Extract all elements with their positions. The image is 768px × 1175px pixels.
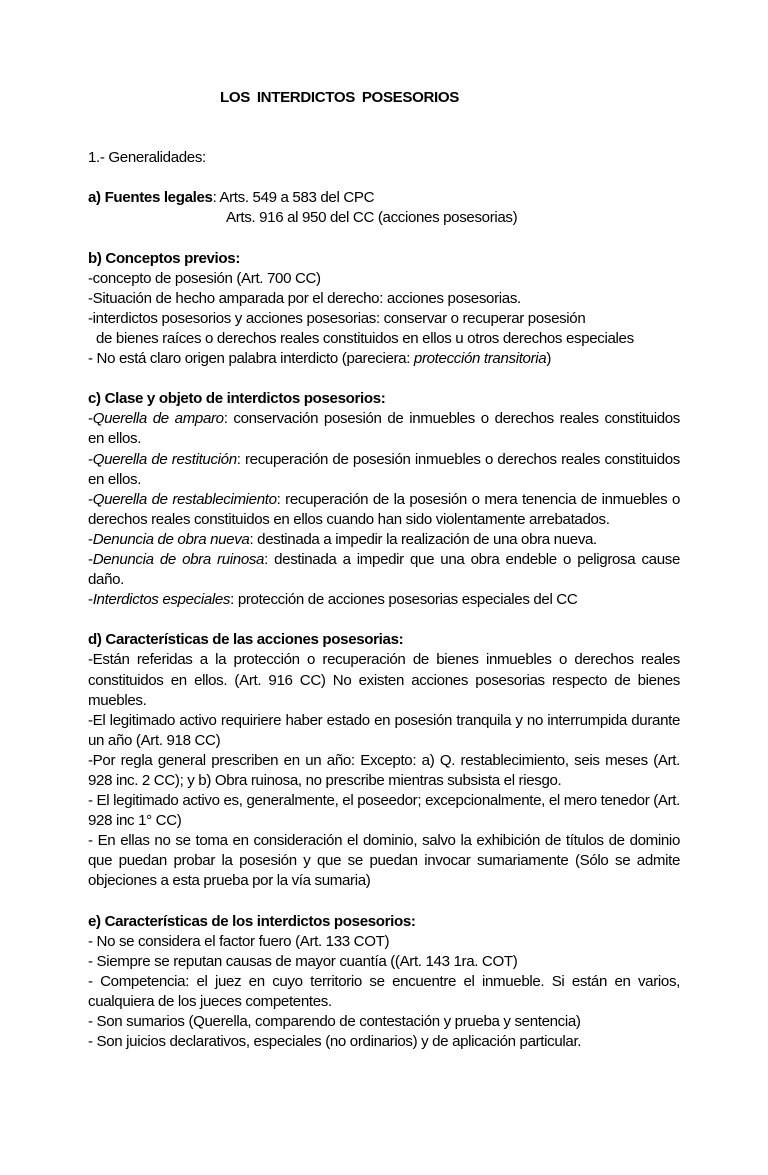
conceptos-previos-heading: b) Conceptos previos: [88, 249, 240, 267]
interdictos-item: - Son sumarios (Querella, comparendo de contestación y prueba y sentencia) [88, 1013, 581, 1031]
clase-item-text: : recuperación de posesión inmuebles o derechos reales constituidos en ellos. [88, 450, 680, 488]
clase-item-term: Interdictos especiales [92, 591, 231, 609]
clase-item [88, 590, 680, 610]
document-title: LOS INTERDICTOS POSESORIOS [220, 89, 459, 106]
clase-item-text: : destinada a impedir la realización de una obra nueva. [249, 530, 597, 548]
item-dash: - [88, 410, 93, 428]
clase-item-text: : protección de acciones posesorias especiales del CC [230, 591, 578, 609]
clase-item [88, 450, 680, 490]
item-dash: - [88, 550, 93, 568]
acciones-item: -Por regla general prescriben en un año: Excepto: a) Q. restablecimiento, seis meses (Art. 928 inc. 2 CC); y b) Obra ruinosa, no prescribe mientras subsista el riesgo. [88, 751, 680, 789]
clase-item [88, 409, 680, 449]
clase-item-term: Denuncia de obra ruinosa [92, 550, 265, 568]
clase-item-term: Querella de amparo [92, 410, 224, 428]
conceptos-last-post: ) [546, 350, 552, 368]
item-dash: - [88, 591, 93, 609]
conceptos-item-last [88, 349, 680, 369]
conceptos-item: -Situación de hecho amparada por el derecho: acciones posesorias. [88, 289, 521, 307]
section-heading-generalidades: 1.- Generalidades: [88, 149, 206, 167]
fuentes-legales-heading: a) Fuentes legales [88, 189, 213, 207]
acciones-item: - En ellas no se toma en consideración el dominio, salvo la exhibición de títulos de dominio que puedan probar la posesión y que se puedan invocar sumariamente (Sólo se admite objeciones a esta prueba por la vía sumaria) [88, 832, 680, 890]
acciones-item: -El legitimado activo requiriere haber estado en posesión tranquila y no interrumpida durante un año (Art. 918 CC) [88, 711, 680, 749]
caracteristicas-interdictos-heading: e) Características de los interdictos posesorios: [88, 912, 416, 930]
conceptos-item: -concepto de posesión (Art. 700 CC) [88, 269, 321, 287]
fuentes-legales-text: : Arts. 549 a 583 del CPC [212, 189, 375, 207]
clase-objeto-heading: c) Clase y objeto de interdictos posesorios: [88, 390, 386, 408]
clase-item [88, 490, 680, 530]
clase-item-term: Querella de restablecimiento [92, 490, 277, 508]
acciones-item: - El legitimado activo es, generalmente, el poseedor; excepcionalmente, el mero tenedor (Art. 928 inc 1° CC) [88, 792, 680, 830]
interdictos-item: - Competencia: el juez en cuyo territorio se encuentre el inmueble. Si están en varios, cualquiera de los jueces competentes. [88, 972, 680, 1011]
clase-item-term: Denuncia de obra nueva [92, 530, 250, 548]
acciones-item: -Están referidas a la protección o recuperación de bienes inmuebles o derechos reales constituidos en ellos. (Art. 916 CC) No existen acciones posesorias respecto de bienes muebles. [88, 651, 680, 709]
clase-item [88, 530, 680, 550]
conceptos-item: de bienes raíces o derechos reales constituidos en ellos u otros derechos especiales [96, 329, 634, 347]
clase-item [88, 550, 680, 590]
conceptos-item: -interdictos posesorios y acciones posesorias: conservar o recuperar posesión [88, 309, 586, 327]
interdictos-item: - No se considera el factor fuero (Art. 133 COT) [88, 932, 390, 950]
item-dash: - [88, 450, 93, 468]
fuentes-legales-line2: Arts. 916 al 950 del CC (acciones posesorias) [226, 209, 518, 227]
clase-item-text: : destinada a impedir que una obra endeble o peligrosa cause daño. [88, 550, 680, 589]
item-dash: - [88, 530, 93, 548]
fuentes-legales-line1 [88, 188, 680, 208]
conceptos-last-pre: - No está claro origen palabra interdicto (pareciera: [88, 350, 414, 368]
clase-item-text: : conservación posesión de inmuebles o derechos reales constituidos en ellos. [88, 410, 680, 448]
caracteristicas-acciones-heading: d) Características de las acciones posesorias: [88, 631, 404, 649]
item-dash: - [88, 490, 93, 508]
interdictos-item: - Son juicios declarativos, especiales (no ordinarios) y de aplicación particular. [88, 1033, 582, 1051]
conceptos-last-italic: protección transitoria [413, 350, 547, 368]
interdictos-item: - Siempre se reputan causas de mayor cuantía ((Art. 143 1ra. COT) [88, 952, 518, 970]
clase-item-text: : recuperación de la posesión o mera tenencia de inmuebles o derechos reales constituidos en ellos cuando han sido violentamente arrebatados. [88, 490, 680, 528]
clase-item-term: Querella de restitución [92, 450, 237, 468]
